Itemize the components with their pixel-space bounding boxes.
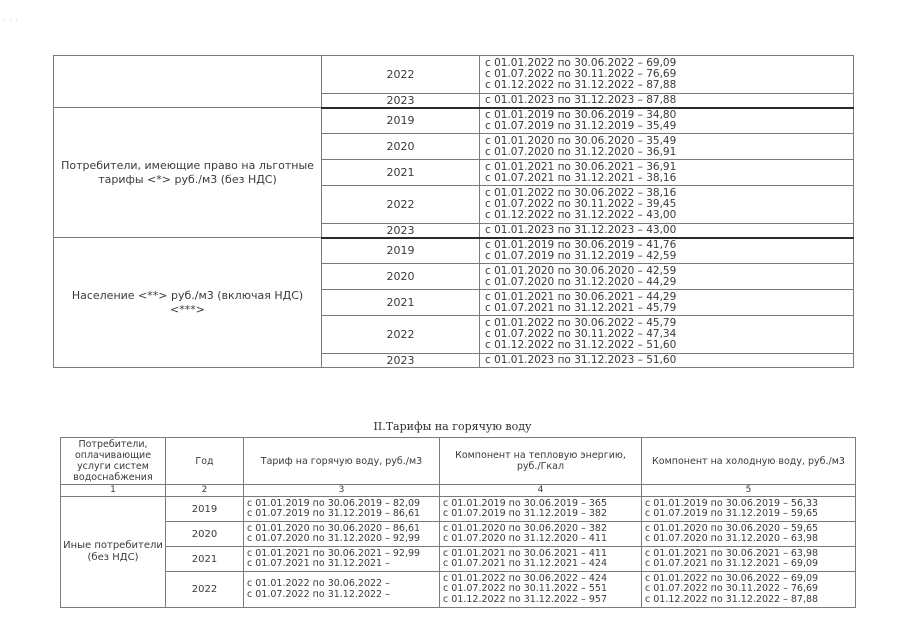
period-line: с 01.07.2019 по 31.12.2019 – 86,61 — [247, 508, 421, 519]
period-line: с 01.07.2019 по 31.12.2019 – 42,59 — [485, 249, 677, 262]
tariff-periods-cell — [480, 108, 854, 134]
tariff-periods-cell — [480, 160, 854, 186]
period-line: с 01.07.2021 по 31.12.2021 – 69,09 — [645, 558, 819, 569]
table-row — [61, 497, 856, 522]
period-line: с 01.07.2021 по 31.12.2021 – 424 — [443, 558, 608, 569]
period-line: с 01.07.2022 по 30.11.2022 – 551 — [443, 583, 608, 595]
period-line: с 01.07.2021 по 31.12.2021 – 45,79 — [485, 301, 677, 314]
period-line: с 01.01.2022 по 30.06.2022 – 38,16 — [485, 187, 677, 199]
year-cell: 2020 — [322, 134, 480, 160]
period-line: с 01.01.2019 по 30.06.2019 – 56,33 — [645, 497, 819, 509]
header-tariff: Тариф на горячую воду, руб./м3 — [244, 438, 440, 485]
tariff-periods-cell — [480, 238, 854, 264]
table-row — [54, 108, 854, 134]
period-line: с 01.01.2023 по 31.12.2023 – 43,00 — [485, 223, 677, 236]
heat-component-cell — [440, 572, 642, 608]
year-cell: 2019 — [322, 238, 480, 264]
column-number: 5 — [642, 485, 856, 497]
column-number: 3 — [244, 485, 440, 497]
header-year: Год — [166, 438, 244, 485]
hot-water-tariff-table — [60, 437, 856, 608]
table-row — [61, 572, 856, 608]
period-line: с 01.07.2019 по 31.12.2019 – 35,49 — [485, 119, 677, 132]
year-cell: 2022 — [166, 572, 244, 608]
period-line: с 01.07.2020 по 31.12.2020 – 44,29 — [485, 275, 677, 288]
period-line: с 01.12.2022 по 31.12.2022 – 51,60 — [485, 339, 677, 351]
period-line: с 01.01.2023 по 31.12.2023 – 87,88 — [485, 93, 677, 106]
column-number: 1 — [61, 485, 166, 497]
category-cell: Иные потребители (без НДС) — [61, 497, 166, 608]
period-line: с 01.01.2022 по 30.06.2022 – — [247, 578, 390, 589]
hot-water-tariff-cell — [244, 572, 440, 608]
period-line: с 01.07.2019 по 31.12.2019 – 382 — [443, 508, 608, 519]
period-line: с 01.01.2020 по 30.06.2020 – 59,65 — [645, 522, 819, 534]
period-line: с 01.07.2022 по 30.11.2022 – 47,34 — [485, 328, 677, 340]
header-row — [61, 438, 856, 485]
year-cell: 2022 — [322, 316, 480, 354]
year-cell: 2021 — [322, 160, 480, 186]
table-row — [61, 547, 856, 572]
period-line: с 01.01.2021 по 30.06.2021 – 92,99 — [247, 547, 421, 559]
tariff-periods-cell — [480, 94, 854, 108]
period-line: с 01.01.2022 по 30.06.2022 – 69,09 — [485, 57, 677, 69]
year-cell: 2020 — [322, 264, 480, 290]
column-number-row — [61, 485, 856, 497]
cold-water-component-cell — [642, 497, 856, 522]
year-cell: 2019 — [322, 108, 480, 134]
header-heat-component: Компонент на тепловую энергию, руб./Гкал — [440, 438, 642, 485]
year-cell: 2023 — [322, 94, 480, 108]
hot-water-tariff-cell — [244, 497, 440, 522]
year-cell: 2022 — [322, 186, 480, 224]
period-line: с 01.07.2020 по 31.12.2020 – 36,91 — [485, 145, 677, 158]
tariff-periods-cell — [480, 134, 854, 160]
tariff-periods-cell — [480, 56, 854, 94]
category-cell: Потребители, имеющие право на льготные тарифы <*> руб./м3 (без НДС) — [54, 108, 322, 238]
period-line: с 01.07.2020 по 31.12.2020 – 92,99 — [247, 533, 421, 544]
period-line: с 01.07.2020 по 31.12.2020 – 411 — [443, 533, 608, 544]
table-row — [61, 522, 856, 547]
tariff-periods-cell — [480, 186, 854, 224]
period-line: с 01.01.2022 по 30.06.2022 – 424 — [443, 572, 608, 584]
period-line: с 01.07.2022 по 31.12.2022 – — [247, 588, 390, 600]
column-number: 4 — [440, 485, 642, 497]
period-line: с 01.12.2022 по 31.12.2022 – 43,00 — [485, 209, 677, 221]
heat-component-cell — [440, 547, 642, 572]
header-consumers: Потребители, оплачивающие услуги систем водоснабжения — [61, 438, 166, 485]
period-line: с 01.07.2019 по 31.12.2019 – 59,65 — [645, 508, 819, 519]
period-line: с 01.01.2019 по 30.06.2019 – 34,80 — [485, 108, 677, 121]
period-line: с 01.07.2021 по 31.12.2021 – 38,16 — [485, 171, 677, 184]
hot-water-tariff-cell — [244, 522, 440, 547]
cold-water-component-cell — [642, 547, 856, 572]
period-line: с 01.01.2019 по 30.06.2019 – 365 — [443, 497, 608, 509]
header-cold-component: Компонент на холодную воду, руб./м3 — [642, 438, 856, 485]
section-title: II.Тарифы на горячую воду — [373, 420, 532, 433]
period-line: с 01.01.2022 по 30.06.2022 – 45,79 — [485, 317, 677, 329]
cold-water-component-cell — [642, 572, 856, 608]
cold-water-component-cell — [642, 522, 856, 547]
tariff-periods-cell — [480, 290, 854, 316]
period-line: с 01.01.2022 по 30.06.2022 – 69,09 — [645, 572, 819, 584]
category-cell — [54, 56, 322, 108]
period-line: с 01.01.2019 по 30.06.2019 – 82,09 — [247, 497, 421, 509]
hot-water-tariff-cell — [244, 547, 440, 572]
column-number: 2 — [166, 485, 244, 497]
period-line: с 01.01.2020 по 30.06.2020 – 382 — [443, 522, 608, 534]
tariff-table-continued — [53, 55, 854, 368]
heat-component-cell — [440, 522, 642, 547]
year-cell: 2022 — [322, 56, 480, 94]
year-cell: 2021 — [166, 547, 244, 572]
year-cell: 2023 — [322, 224, 480, 238]
period-line: с 01.07.2022 по 30.11.2022 – 39,45 — [485, 198, 677, 210]
category-cell: Население <**> руб./м3 (включая НДС) <***> — [54, 238, 322, 368]
period-line: с 01.12.2022 по 31.12.2022 – 87,88 — [485, 79, 677, 91]
period-line: с 01.12.2022 по 31.12.2022 – 957 — [443, 593, 608, 605]
tariff-periods-cell — [480, 224, 854, 238]
year-cell: 2023 — [322, 354, 480, 368]
period-line: с 01.01.2020 по 30.06.2020 – 86,61 — [247, 522, 421, 534]
period-line: с 01.01.2020 по 30.06.2020 – 42,59 — [485, 264, 677, 277]
tariff-periods-cell — [480, 316, 854, 354]
year-cell: 2019 — [166, 497, 244, 522]
scan-mark: · · · — [4, 18, 19, 25]
period-line: с 01.01.2021 по 30.06.2021 – 44,29 — [485, 290, 677, 303]
period-line: с 01.07.2022 по 30.11.2022 – 76,69 — [485, 68, 677, 80]
tariff-periods-cell — [480, 354, 854, 368]
period-line: с 01.01.2023 по 31.12.2023 – 51,60 — [485, 354, 677, 366]
table-row — [54, 238, 854, 264]
period-line: с 01.07.2022 по 30.11.2022 – 76,69 — [645, 583, 819, 595]
period-line: с 01.07.2020 по 31.12.2020 – 63,98 — [645, 533, 819, 544]
period-line: с 01.01.2020 по 30.06.2020 – 35,49 — [485, 134, 677, 147]
year-cell: 2021 — [322, 290, 480, 316]
year-cell: 2020 — [166, 522, 244, 547]
period-line: с 01.01.2021 по 30.06.2021 – 411 — [443, 547, 608, 559]
period-line: с 01.07.2021 по 31.12.2021 – — [247, 558, 390, 569]
period-line: с 01.01.2021 по 30.06.2021 – 36,91 — [485, 160, 677, 173]
tariff-periods-cell — [480, 264, 854, 290]
heat-component-cell — [440, 497, 642, 522]
period-line: с 01.12.2022 по 31.12.2022 – 87,88 — [645, 593, 819, 605]
period-line: с 01.01.2021 по 30.06.2021 – 63,98 — [645, 547, 819, 559]
table-row — [54, 56, 854, 94]
period-line: с 01.01.2019 по 30.06.2019 – 41,76 — [485, 238, 677, 251]
